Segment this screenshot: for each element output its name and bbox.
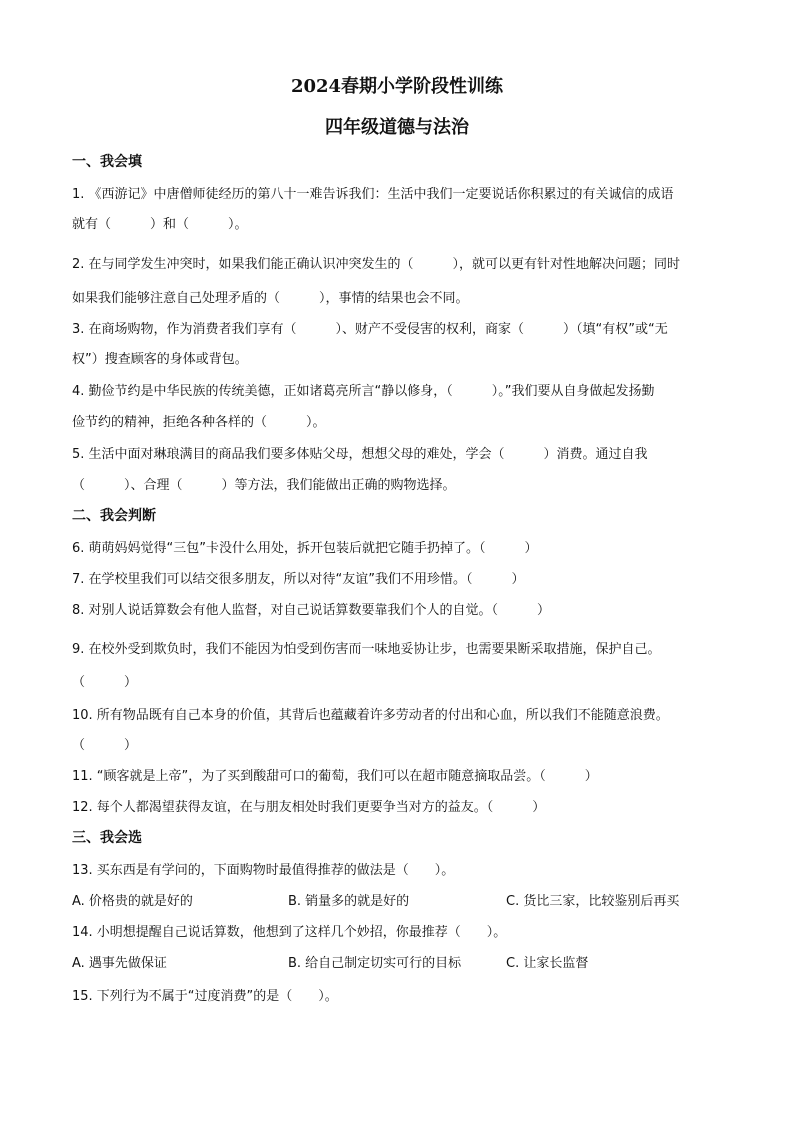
question-5-line-2: （ ）、合理（ ）等方法，我们能做出正确的购物选择。 [72, 478, 456, 493]
section-heading-choose: 三、我会选 [72, 830, 142, 846]
question-9-line-1: 9. 在校外受到欺负时，我们不能因为怕受到伤害而一味地妥协让步，也需要果断采取措施，保护自己。 [72, 642, 661, 657]
question-9-line-2: （ ） [72, 675, 138, 690]
question-6: 6. 萌萌妈妈觉得“三包”卡没什么用处，拆开包装后就把它随手扔掉了。（ ） [72, 541, 538, 556]
question-1-line-1: 1. 《西游记》中唐僧师徒经历的第八十一难告诉我们：生活中我们一定要说话你积累过的有关诚信的成语 [72, 187, 674, 202]
question-14-option-b: B. 给自己制定切实可行的目标 [288, 956, 462, 971]
question-2-line-1: 2. 在与同学发生冲突时，如果我们能正确认识冲突发生的（ ），就可以更有针对性地解决问题；同时 [72, 257, 681, 272]
page-title: 2024春期小学阶段性训练 [290, 76, 504, 97]
section-heading-fill: 一、我会填 [72, 154, 142, 170]
question-3-line-2: 权”）搜查顾客的身体或背包。 [72, 352, 248, 367]
question-11: 11. “顾客就是上帝”，为了买到酸甜可口的葡萄，我们可以在超市随意摘取品尝。（ ） [72, 769, 598, 784]
question-10-line-2: （ ） [72, 738, 138, 753]
question-5-line-1: 5. 生活中面对琳琅满目的商品我们要多体贴父母，想想父母的难处，学会（ ）消费。通过自我 [72, 447, 648, 462]
question-13-option-c: C. 货比三家，比较鉴别后再买 [506, 894, 680, 909]
question-7: 7. 在学校里我们可以结交很多朋友，所以对待“友谊”我们不用珍惜。（ ） [72, 572, 525, 587]
question-3-line-1: 3. 在商场购物，作为消费者我们享有（ ）、财产不受侵害的权利，商家（ ）（填“有权”或“无 [72, 322, 668, 337]
question-4-line-2: 俭节约的精神，拒绝各种各样的（ ）。 [72, 415, 326, 430]
question-14-option-a: A. 遇事先做保证 [72, 956, 167, 971]
question-10-line-1: 10. 所有物品既有自己本身的价值，其背后也蕴藏着许多劳动者的付出和心血，所以我们不能随意浪费。 [72, 708, 669, 723]
question-8: 8. 对别人说话算数会有他人监督，对自己说话算数要靠我们个人的自觉。（ ） [72, 603, 551, 618]
question-12: 12. 每个人都渴望获得友谊，在与朋友相处时我们更要争当对方的益友。（ ） [72, 800, 546, 815]
page-subtitle: 四年级道德与法治 [325, 117, 469, 138]
question-13: 13. 买东西是有学问的，下面购物时最值得推荐的做法是（ ）。 [72, 863, 455, 878]
question-15: 15. 下列行为不属于“过度消费”的是（ ）。 [72, 989, 338, 1004]
question-1-line-2: 就有（ ）和（ ）。 [72, 217, 248, 232]
question-14: 14. 小明想提醒自己说话算数，他想到了这样几个妙招，你最推荐（ ）。 [72, 925, 507, 940]
question-14-option-c: C. 让家长监督 [506, 956, 589, 971]
question-13-option-b: B. 销量多的就是好的 [288, 894, 410, 909]
question-13-option-a: A. 价格贵的就是好的 [72, 894, 193, 909]
section-heading-judge: 二、我会判断 [72, 508, 156, 524]
question-4-line-1: 4. 勤俭节约是中华民族的传统美德，正如诸葛亮所言“静以修身，（ ）。”我们要从自身做起发扬勤 [72, 384, 655, 399]
question-2-line-2: 如果我们能够注意自己处理矛盾的（ ），事情的结果也会不同。 [72, 291, 469, 306]
